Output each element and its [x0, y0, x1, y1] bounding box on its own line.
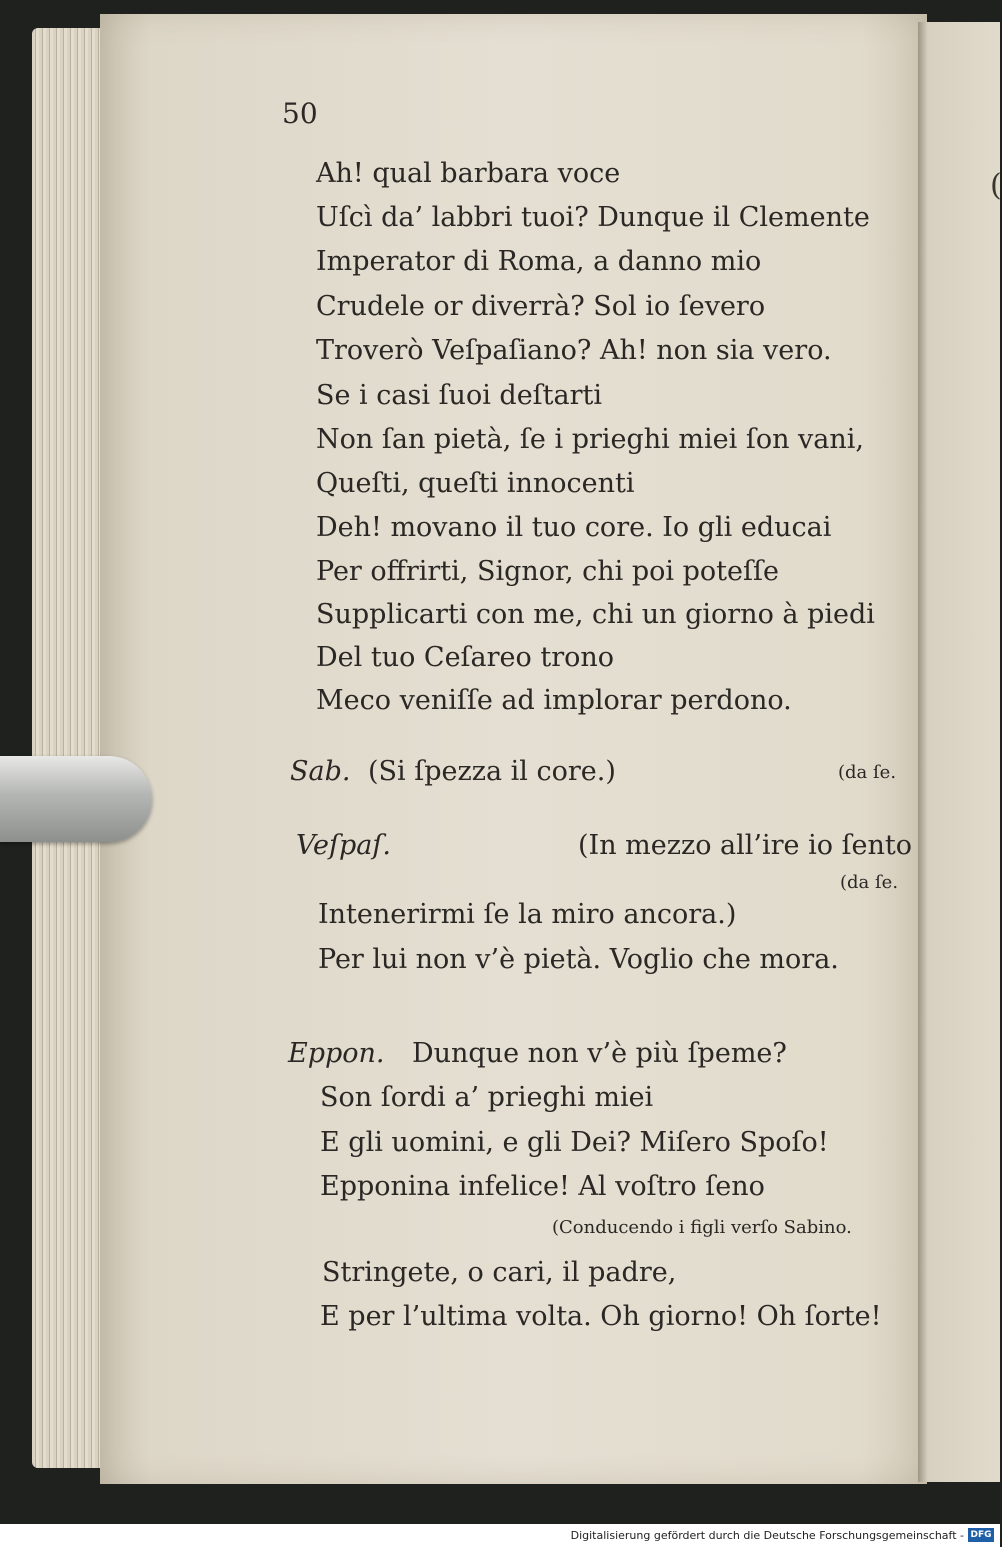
vespas-line-2: Intenerirmi ſe la miro ancora.) — [318, 899, 737, 930]
verse-line-12: Del tuo Ceſareo trono — [316, 642, 615, 673]
verse-line-3: Imperator di Roma, a danno mio — [316, 246, 762, 277]
verse-line-1: Ah! qual barbara voce — [316, 158, 621, 189]
vespas-line: (In mezzo all’ire io ſento — [578, 830, 913, 861]
verse-line-2: Uſcì da’ labbri tuoi? Dunque il Clemente — [316, 202, 870, 233]
verse-line-8: Queſti, queſti innocenti — [316, 468, 635, 499]
eppon-line-6: E per l’ultima volta. Oh giorno! Oh ſorte! — [320, 1301, 882, 1332]
facing-page-letter-fragment: ( — [990, 168, 1002, 203]
verse-line-11: Supplicarti con me, chi un giorno à piedi — [316, 599, 875, 630]
speaker-vespas: Veſpaſ. — [296, 830, 391, 861]
sab-aside: (da ſe. — [838, 762, 897, 783]
verse-line-5: Troverò Veſpaſiano? Ah! non sia vero. — [316, 335, 832, 366]
vespas-aside: (da ſe. — [840, 872, 899, 893]
footer-credit: Digitalisierung gefördert durch die Deutsche Forschungsgemeinschaft - — [570, 1529, 964, 1542]
vespas-line-3: Per lui non v’è pietà. Voglio che mora. — [318, 944, 839, 975]
facing-page — [918, 22, 1000, 1482]
verse-line-7: Non ſan pietà, ſe i prieghi miei ſon vani, — [316, 424, 865, 455]
verse-line-9: Deh! movano il tuo core. Io gli educai — [316, 512, 832, 543]
footer-bar — [0, 1524, 1000, 1547]
eppon-line-3: E gli uomini, e gli Dei? Miſero Spoſo! — [320, 1127, 829, 1158]
page-number: 50 — [282, 97, 318, 130]
eppon-line: Dunque non v’è più ſpeme? — [412, 1038, 787, 1069]
verse-line-4: Crudele or diverrà? Sol io ſevero — [316, 291, 766, 322]
speaker-sab: Sab. — [290, 756, 351, 787]
verse-line-10: Per offrirti, Signor, chi poi poteſſe — [316, 556, 779, 587]
verse-line-6: Se i casi ſuoi deſtarti — [316, 380, 603, 411]
stage-direction: (Conducendo i figli verſo Sabino. — [552, 1217, 852, 1238]
verse-line-13: Meco veniſſe ad implorar perdono. — [316, 685, 792, 716]
eppon-line-4: Epponina infelice! Al voſtro ſeno — [320, 1171, 765, 1202]
eppon-line-2: Son ſordi a’ prieghi miei — [320, 1082, 654, 1113]
eppon-line-5: Stringete, o cari, il padre, — [322, 1257, 677, 1288]
page-clip — [0, 756, 152, 842]
sab-line: (Si ſpezza il core.) — [368, 756, 616, 787]
dfg-logo-icon: DFG — [968, 1528, 994, 1542]
speaker-eppon: Eppon. — [288, 1038, 385, 1069]
